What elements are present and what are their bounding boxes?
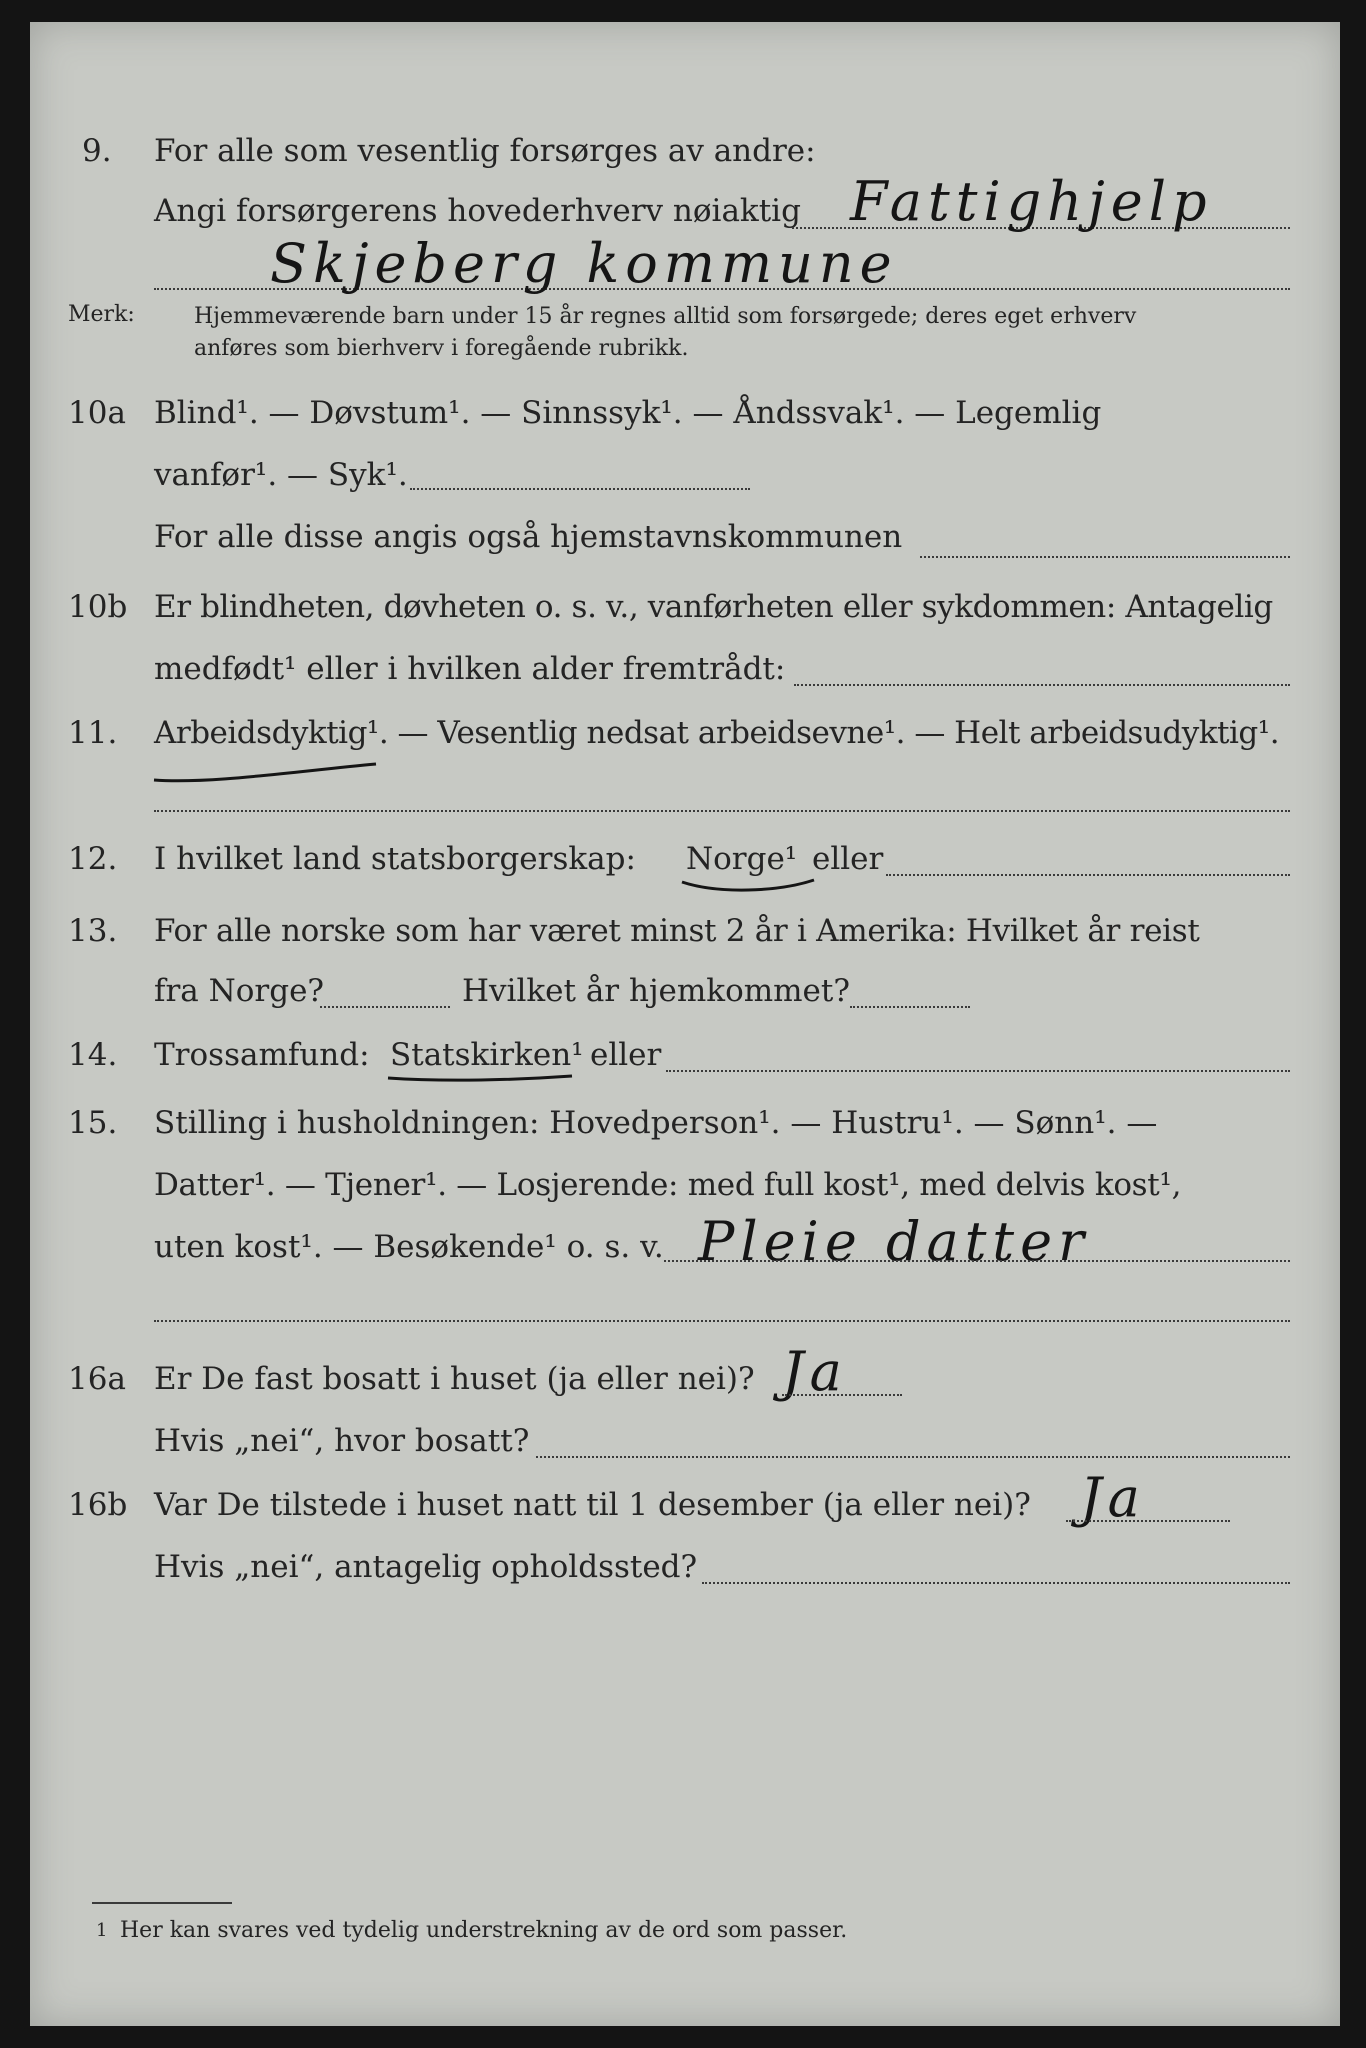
q13-left-year-line xyxy=(320,1006,450,1008)
q10b-number: 10b xyxy=(68,589,128,625)
q16b-handwritten-answer: Ja xyxy=(1080,1466,1146,1529)
q15-answer-line xyxy=(664,1260,1290,1262)
q10a-line1: Blind¹. — Døvstum¹. — Sinnssyk¹. — Åndssvak¹. — Legemlig xyxy=(154,395,1102,431)
q16a-line2: Hvis „nei“, hvor bosatt? xyxy=(154,1423,530,1459)
footnote-mark: 1 xyxy=(96,1920,108,1941)
q11-number: 11. xyxy=(68,715,118,751)
q12-suffix: eller xyxy=(812,841,884,877)
q10a-sick-answer-line xyxy=(410,488,750,490)
census-form-page xyxy=(30,22,1340,2026)
q13-line1: For alle norske som har været minst 2 år i Amerika: Hvilket år reist xyxy=(154,913,1200,949)
q10b-line2: medfødt¹ eller i hvilken alder fremtrådt: xyxy=(154,651,786,687)
q9-handwritten-occupation: Fattighjelp xyxy=(850,170,1213,233)
footnote-text: Her kan svares ved tydelig understrekning av de ord som passer. xyxy=(120,1918,848,1943)
q9-number: 9. xyxy=(82,133,112,169)
q15-line2: Datter¹. — Tjener¹. — Losjerende: med full kost¹, med delvis kost¹, xyxy=(154,1167,1182,1203)
q13-line2a: fra Norge? xyxy=(154,973,325,1009)
q14-suffix: eller xyxy=(590,1037,662,1073)
merk-label: Merk: xyxy=(68,302,135,327)
q9-handwritten-municipality: Skjeberg kommune xyxy=(270,232,898,295)
q14-underline-mark xyxy=(386,1070,576,1090)
q16a-number: 16a xyxy=(68,1361,126,1397)
q10a-number: 10a xyxy=(68,395,126,431)
q16a-location-line xyxy=(536,1456,1290,1458)
merk-line2: anføres som bierhverv i foregående rubrikk. xyxy=(194,336,689,361)
q13-number: 13. xyxy=(68,913,118,949)
q10b-answer-line xyxy=(794,684,1290,686)
q10a-home-municipality-line xyxy=(920,556,1290,558)
q15-number: 15. xyxy=(68,1105,118,1141)
q14-number: 14. xyxy=(68,1037,118,1073)
q16a-answer-line xyxy=(782,1394,902,1396)
q14-label: Trossamfund: xyxy=(154,1037,370,1073)
q12-number: 12. xyxy=(68,841,118,877)
footnote-rule xyxy=(92,1902,232,1904)
q12-underline-mark xyxy=(678,874,818,898)
q12-line1: I hvilket land statsborgerskap: xyxy=(154,841,636,877)
q12-answer-line xyxy=(886,874,1290,876)
q16b-answer-line xyxy=(1066,1520,1230,1522)
q14-option-statskirken: Statskirken¹ xyxy=(390,1037,584,1073)
q13-return-year-line xyxy=(850,1006,970,1008)
q15-handwritten-answer: Pleie datter xyxy=(698,1210,1090,1273)
q10a-line2: vanfør¹. — Syk¹. xyxy=(154,457,408,493)
q16b-number: 16b xyxy=(68,1487,128,1523)
merk-line1: Hjemmeværende barn under 15 år regnes alltid som forsørgede; deres eget erhverv xyxy=(194,304,1137,329)
q15-line1: Stilling i husholdningen: Hovedperson¹. — Hustru¹. — Sønn¹. — xyxy=(154,1105,1158,1141)
q12-option-norge: Norge¹ xyxy=(686,841,798,877)
q13-line2b: Hvilket år hjemkommet? xyxy=(462,973,850,1009)
q16a-line1: Er De fast bosatt i huset (ja eller nei)? xyxy=(154,1361,755,1397)
q11-separator-line xyxy=(154,810,1290,812)
q11-underline-mark xyxy=(150,760,380,790)
q9-line1: For alle som vesentlig forsørges av andre: xyxy=(154,133,816,169)
q16a-handwritten-answer: Ja xyxy=(782,1340,848,1403)
q15-separator-line xyxy=(154,1320,1290,1322)
q10a-line3: For alle disse angis også hjemstavnskommunen xyxy=(154,519,903,555)
q9-line2: Angi forsørgerens hovederhverv nøiaktig xyxy=(154,193,801,229)
q16b-line1: Var De tilstede i huset natt til 1 desember (ja eller nei)? xyxy=(154,1487,1031,1523)
q16b-line2: Hvis „nei“, antagelig opholdssted? xyxy=(154,1549,698,1585)
q16b-location-line xyxy=(702,1582,1290,1584)
q10b-line1: Er blindheten, døvheten o. s. v., vanførheten eller sykdommen: Antagelig xyxy=(154,589,1273,625)
q14-answer-line xyxy=(666,1070,1290,1072)
q15-line3: uten kost¹. — Besøkende¹ o. s. v. xyxy=(154,1229,664,1265)
q11-line1: Arbeidsdyktig¹. — Vesentlig nedsat arbeidsevne¹. — Helt arbeidsudyktig¹. xyxy=(154,715,1280,751)
